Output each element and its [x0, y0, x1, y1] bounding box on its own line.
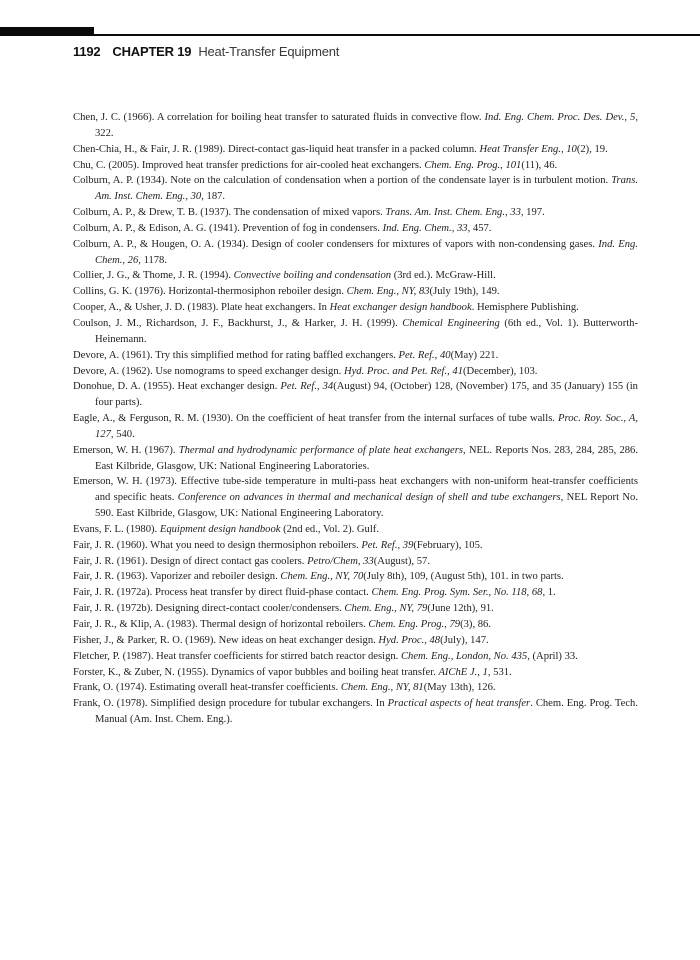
reference-entry: [73, 665, 638, 681]
reference-text: (July 8th), 109, (August 5th), 101. in two parts.: [363, 571, 564, 583]
reference-text: (July 19th), 149.: [429, 286, 500, 298]
reference-text: Frank, O. (1974). Estimating overall heat-transfer coefficients.: [73, 682, 341, 694]
reference-text: Evans, F. L. (1980).: [73, 523, 160, 535]
reference-text: , 457.: [467, 222, 492, 234]
reference-source-italic: Practical aspects of heat transfer: [387, 698, 531, 710]
reference-entry: [73, 617, 638, 633]
reference-entry: [73, 554, 638, 570]
reference-source-italic: Ind. Eng. Chem., 26: [95, 238, 639, 266]
reference-text: Donohue, D. A. (1955). Heat exchanger design.: [73, 381, 281, 393]
reference-text: , 540.: [110, 428, 135, 440]
reference-text: Fletcher, P. (1987). Heat transfer coefficients for stirred batch reactor design.: [73, 650, 401, 662]
reference-text: (3rd ed.). McGraw-Hill.: [391, 270, 496, 282]
reference-text: Colburn, A. P., & Drew, T. B. (1937). The condensation of mixed vapors.: [73, 207, 386, 219]
reference-entry: [73, 649, 638, 665]
reference-entry: [73, 569, 638, 585]
reference-source-italic: Pet. Ref., 34: [280, 381, 334, 393]
reference-entry: [73, 158, 638, 174]
reference-source-italic: Chem. Eng. Prog., 101: [424, 159, 522, 171]
reference-source-italic: Chem. Eng., NY, 81: [340, 682, 424, 694]
reference-source-italic: Chem. Eng. Prog., 79: [368, 619, 461, 630]
reference-text: , NEL. Reports Nos. 283, 284, 285, 286. East Kilbride, Glasgow, UK: National Engineering Laboratories.: [95, 444, 638, 472]
reference-text: Emerson, W. H. (1973). Effective tube-side temperature in multi-pass heat exchangers with non-uniform heat-transfer coefficients and specific heats.: [73, 476, 638, 504]
reference-entry: [73, 522, 638, 538]
reference-text: , 187.: [201, 191, 226, 203]
reference-text: Chu, C. (2005). Improved heat transfer predictions for air-cooled heat exchangers.: [73, 159, 425, 171]
reference-source-italic: Pet. Ref., 39: [361, 539, 414, 551]
reference-source-italic: Equipment design handbook: [159, 523, 281, 535]
reference-text: (May 13th), 126.: [423, 682, 496, 694]
reference-text: (3), 86.: [460, 619, 491, 630]
reference-entry: [73, 474, 638, 522]
reference-entry: [73, 284, 638, 300]
reference-source-italic: Ind. Eng. Chem., 33: [382, 222, 468, 234]
reference-entry: [73, 173, 638, 205]
reference-text: Colburn, A. P. (1934). Note on the calculation of condensation when a portion of the condensate layer is in turbulent motion.: [73, 175, 612, 187]
reference-entry: [73, 348, 638, 364]
reference-entry: [73, 268, 638, 284]
reference-source-italic: Convective boiling and condensation: [233, 270, 392, 282]
reference-source-italic: Trans. Am. Inst. Chem. Eng., 33: [385, 207, 521, 219]
reference-entry: [73, 411, 638, 443]
reference-text: , 197.: [520, 207, 545, 219]
reference-source-italic: AIChE J., 1: [438, 666, 488, 678]
reference-text: (11), 46.: [521, 159, 558, 171]
reference-text: (February), 105.: [413, 539, 483, 551]
reference-source-italic: Hyd. Proc. and Pet. Ref., 41: [343, 365, 464, 377]
reference-entry: [73, 696, 638, 728]
reference-source-italic: Trans. Am. Inst. Chem. Eng., 30: [95, 175, 638, 203]
chapter-label: CHAPTER 19: [112, 44, 192, 59]
reference-text: Fair, J. R., & Klip, A. (1983). Thermal design of horizontal reboilers.: [73, 619, 369, 630]
reference-source-italic: Heat exchanger design handbook: [329, 302, 472, 314]
reference-text: . Hemisphere Publishing.: [471, 302, 579, 314]
reference-text: . Chem. Eng. Prog. Tech. Manual (Am. Inst. Chem. Eng.).: [95, 698, 638, 726]
reference-text: (August), 57.: [373, 555, 430, 567]
reference-entry: [73, 379, 638, 411]
reference-source-italic: Petro/Chem, 33: [307, 555, 374, 567]
reference-text: (2nd ed., Vol. 2). Gulf.: [280, 523, 379, 535]
reference-entry: [73, 633, 638, 649]
reference-entry: [73, 110, 638, 142]
reference-text: Collins, G. K. (1976). Horizontal-thermosiphon reboiler design.: [73, 286, 347, 298]
reference-text: Chen-Chia, H., & Fair, J. R. (1989). Direct-contact gas-liquid heat transfer in a packed column.: [73, 143, 480, 155]
page-header: [73, 44, 339, 59]
reference-text: (6th ed., Vol. 1). Butterworth-Heinemann.: [95, 317, 638, 345]
references-list: [73, 110, 638, 728]
reference-source-italic: Chem. Eng. Prog. Sym. Ser., No. 118, 68: [371, 587, 543, 599]
reference-entry: [73, 300, 638, 316]
reference-text: (December), 103.: [463, 365, 538, 377]
reference-source-italic: Chem. Eng., NY, 83: [346, 286, 430, 298]
reference-entry: [73, 221, 638, 237]
reference-source-italic: Chem. Eng., London, No. 435: [400, 650, 528, 662]
reference-entry: [73, 443, 638, 475]
reference-text: Eagle, A., & Ferguson, R. M. (1930). On the coefficient of heat transfer from the internal surfaces of tube walls.: [73, 413, 558, 425]
page-number: 1192: [73, 44, 101, 59]
reference-text: Fair, J. R. (1972b). Designing direct-contact cooler/condensers.: [73, 603, 345, 615]
reference-text: Fair, J. R. (1972a). Process heat transfer by direct fluid-phase contact.: [73, 587, 372, 599]
reference-entry: [73, 316, 638, 348]
chapter-title: Heat-Transfer Equipment: [198, 44, 340, 59]
reference-entry: [73, 237, 638, 269]
reference-entry: [73, 538, 638, 554]
reference-text: , 531.: [487, 666, 512, 678]
reference-text: (May) 221.: [450, 349, 499, 361]
reference-source-italic: Hyd. Proc., 48: [378, 634, 441, 646]
reference-source-italic: Ind. Eng. Chem. Proc. Des. Dev., 5: [484, 112, 636, 123]
reference-source-italic: Chem. Eng., NY, 70: [280, 571, 364, 583]
reference-source-italic: Pet. Ref., 40: [398, 349, 451, 361]
reference-source-italic: Chemical Engineering: [402, 317, 500, 329]
reference-source-italic: Heat Transfer Eng., 10: [479, 143, 577, 155]
reference-text: Chen, J. C. (1966). A correlation for boiling heat transfer to saturated fluids in convective flow.: [73, 112, 485, 123]
reference-text: Forster, K., & Zuber, N. (1955). Dynamics of vapor bubbles and boiling heat transfer.: [73, 666, 439, 678]
reference-text: Fair, J. R. (1961). Design of direct contact gas coolers.: [73, 555, 308, 567]
reference-text: Fair, J. R. (1960). What you need to design thermosiphon reboilers.: [73, 539, 362, 551]
reference-entry: [73, 680, 638, 696]
reference-text: Colburn, A. P., & Hougen, O. A. (1934). Design of cooler condensers for mixtures of vapors with non-condensing gases.: [73, 238, 599, 250]
reference-entry: [73, 585, 638, 601]
reference-text: Colburn, A. P., & Edison, A. G. (1941). Prevention of fog in condensers.: [73, 222, 383, 234]
reference-text: , NEL Report No. 590. East Kilbride, Glasgow, UK: National Engineering Laboratory.: [95, 492, 638, 520]
reference-text: Collier, J. G., & Thome, J. R. (1994).: [73, 270, 234, 282]
reference-entry: [73, 142, 638, 158]
reference-text: Frank, O. (1978). Simplified design procedure for tubular exchangers. In: [73, 698, 388, 710]
reference-text: , 322.: [95, 112, 638, 139]
reference-text: , 1.: [542, 587, 556, 599]
reference-text: Coulson, J. M., Richardson, J. F., Backhurst, J., & Harker, J. H. (1999).: [73, 317, 403, 329]
reference-entry: [73, 364, 638, 380]
reference-text: Devore, A. (1962). Use nomograms to speed exchanger design.: [73, 365, 344, 377]
reference-entry: [73, 205, 638, 221]
reference-source-italic: Proc. Roy. Soc., A, 127: [95, 413, 638, 440]
reference-text: Fair, J. R. (1963). Vaporizer and reboiler design.: [73, 571, 281, 583]
reference-text: Cooper, A., & Usher, J. D. (1983). Plate heat exchangers. In: [73, 302, 330, 314]
reference-text: , (April) 33.: [527, 650, 578, 662]
header-rule: [0, 34, 700, 36]
reference-text: , 1178.: [138, 254, 168, 266]
reference-source-italic: Chem. Eng., NY, 79: [344, 603, 428, 615]
reference-source-italic: Thermal and hydrodynamic performance of plate heat exchangers: [178, 444, 464, 456]
reference-text: Fisher, J., & Parker, R. O. (1969). New ideas on heat exchanger design.: [73, 634, 379, 646]
reference-text: Emerson, W. H. (1967).: [73, 444, 179, 456]
reference-text: Devore, A. (1961). Try this simplified method for rating baffled exchangers.: [73, 349, 399, 361]
reference-text: (August) 94, (October) 128, (November) 175, and 35 (January) 155 (in four parts).: [95, 381, 638, 409]
reference-text: (June 12th), 91.: [427, 603, 494, 615]
reference-text: (July), 147.: [440, 634, 489, 646]
reference-entry: [73, 601, 638, 617]
reference-text: (2), 19.: [576, 143, 608, 155]
reference-source-italic: Conference on advances in thermal and mechanical design of shell and tube exchangers: [177, 492, 561, 504]
